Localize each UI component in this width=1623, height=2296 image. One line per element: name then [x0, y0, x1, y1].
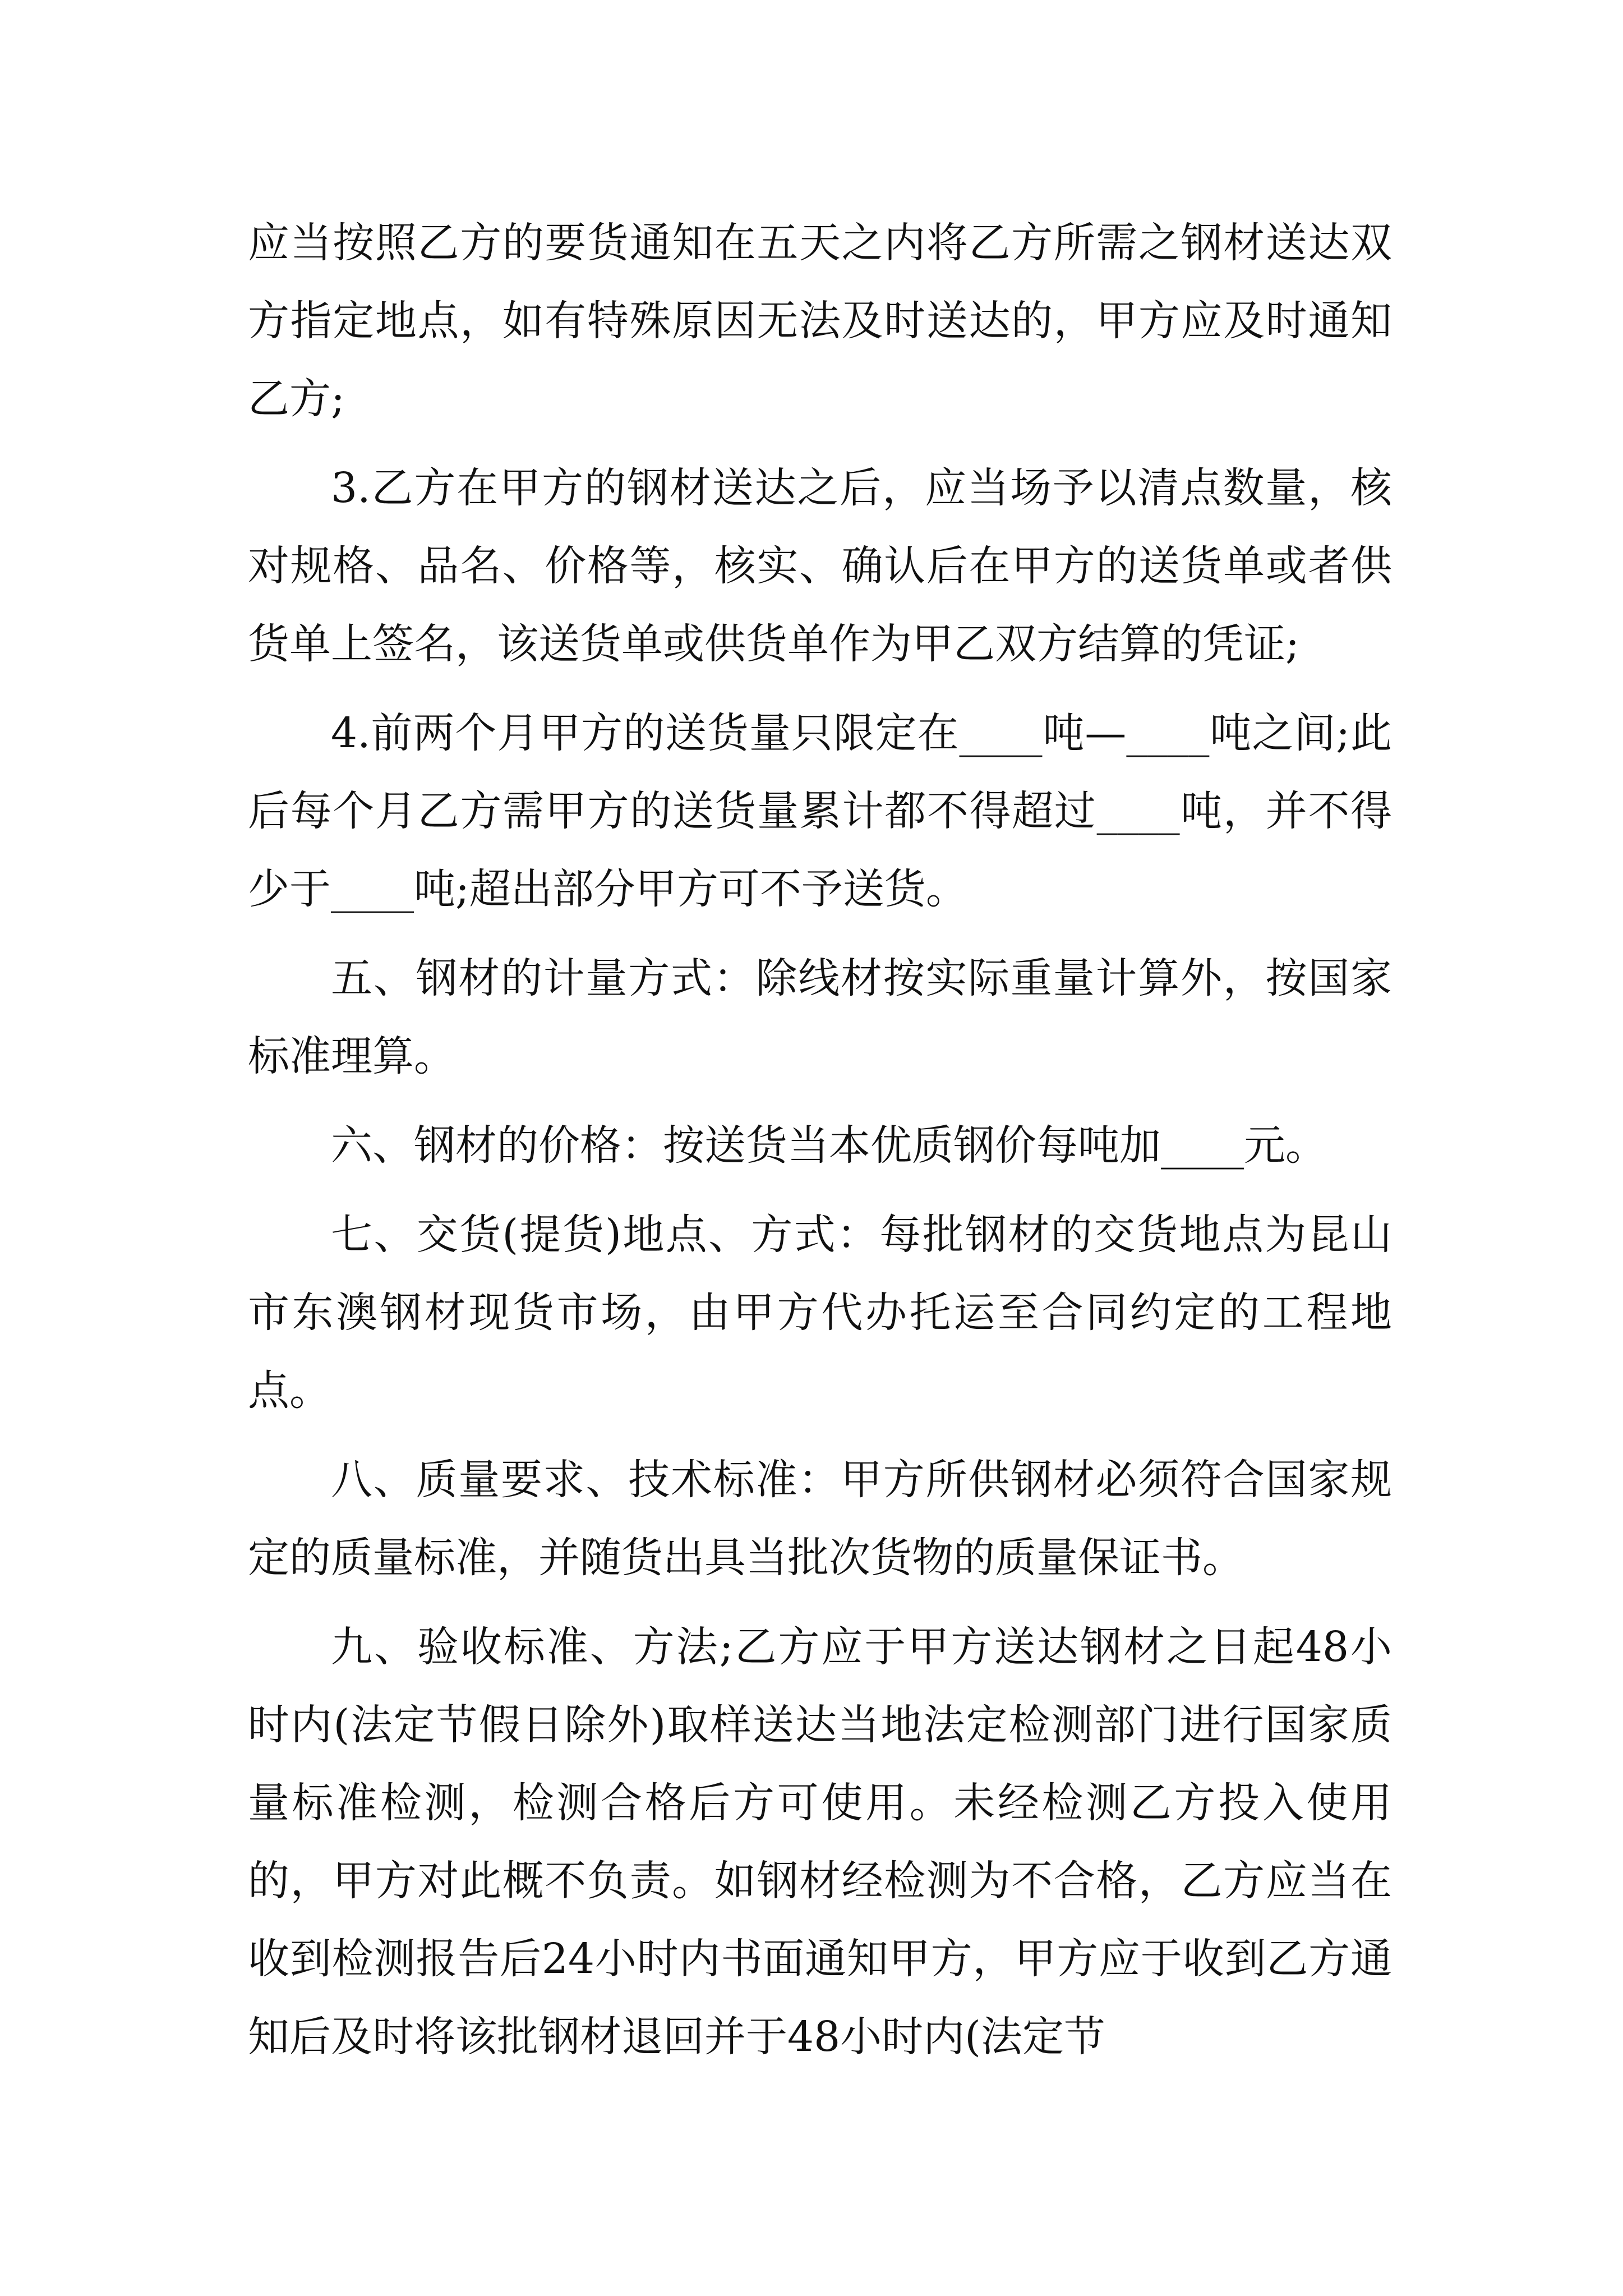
paragraph-section-8-quality: 八、质量要求、技术标准：甲方所供钢材必须符合国家规定的质量标准，并随货出具当批次货物的质量保证书。	[248, 1456, 1392, 1582]
paragraph-delivery-notice: 应当按照乙方的要货通知在五天之内将乙方所需之钢材送达双方指定地点，如有特殊原因无法及时送达的，甲方应及时通知乙方;	[248, 219, 1392, 423]
paragraph-section-5-measurement: 五、钢材的计量方式：除线材按实际重量计算外，按国家标准理算。	[248, 954, 1392, 1080]
paragraph-item-4-quantity: 4.前两个月甲方的送货量只限定在____吨—____吨之间;此后每个月乙方需甲方的送货量累计都不得超过____吨，并不得少于____吨;超出部分甲方可不予送货。	[248, 709, 1392, 913]
paragraph-section-9-acceptance: 九、验收标准、方法;乙方应于甲方送达钢材之日起48小时内(法定节假日除外)取样送达当地法定检测部门进行国家质量标准检测，检测合格后方可使用。未经检测乙方投入使用的，甲方对此概不负责。如钢材经检测为不合格，乙方应当在收到检测报告后24小时内书面通知甲方，甲方应于收到乙方通知后及时将该批钢材退回并于48小时内(法定节	[248, 1623, 1392, 2061]
paragraph-item-3-inspection: 3.乙方在甲方的钢材送达之后，应当场予以清点数量，核对规格、品名、价格等，核实、确认后在甲方的送货单或者供货单上签名，该送货单或供货单作为甲乙双方结算的凭证;	[248, 464, 1392, 668]
document-body	[248, 204, 1392, 2076]
paragraph-section-7-delivery: 七、交货(提货)地点、方式：每批钢材的交货地点为昆山市东澳钢材现货市场，由甲方代办托运至合同约定的工程地点。	[248, 1211, 1392, 1415]
paragraph-section-6-price: 六、钢材的价格：按送货当本优质钢价每吨加____元。	[331, 1121, 1327, 1170]
